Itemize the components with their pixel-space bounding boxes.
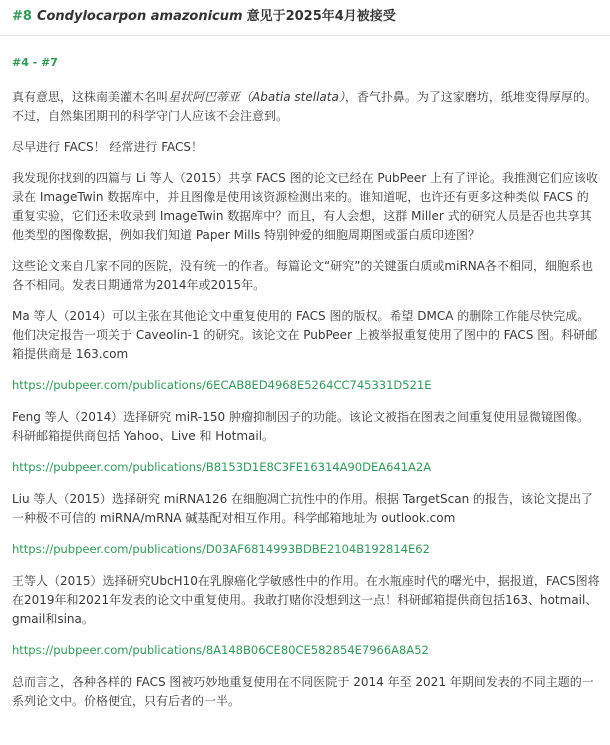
paragraph-imagetwin: 我发现你找到的四篇与 Li 等人（2015）共享 FACS 图的论文已经在 PubPeer 上有了评论。我推测它们应该收录在 ImageTwin 数据库中，并且图像是使用该资源检测出来的。谁知道呢，也许还有更多这种类似 FACS 的重复实验，它们还未收录到 ImageTwin 数据库中？而且，有人会想，这群 Miller 式的研究人员是否也共享其他类型的图像数据，例如我们知道 Paper Mills 特别钟爱的细胞周期图或蛋白质印迹图？ [12, 171, 598, 242]
reference-tag[interactable]: #4 - #7 [12, 56, 58, 69]
comment-title [12, 8, 396, 26]
pubpeer-link-3[interactable]: https://pubpeer.com/publications/D03AF6814993BDBE2104B192814E62 [12, 542, 430, 556]
comment-body [12, 56, 600, 723]
comment-status: 意见于2025年4月被接受 [246, 9, 396, 24]
paragraph-liu-2015: Liu 等人（2015）选择研究 miRNA126 在细胞凋亡抗性中的作用。根据 TargetScan 的报告，该论文提出了一种极不可信的 miRNA/mRNA 碱基配对相互作用。科学邮箱地址为 outlook.com [12, 492, 593, 525]
species-name: Condylocarpon amazonicum [36, 9, 243, 24]
intro-italic-name: 星状阿巴蒂亚（Abatia stellata） [168, 90, 345, 104]
pubpeer-link-4[interactable]: https://pubpeer.com/publications/8A148B06CE80CE582854E7966A8A52 [12, 643, 429, 657]
comment-hash: # [12, 9, 23, 24]
paragraph-summary: 总而言之，各种各样的 FACS 图被巧妙地重复使用在不同医院于 2014 年至 2021 年期间发表的不同主题的一系列论文中。价格便宜，只有后者的一半。 [12, 675, 594, 708]
paragraph-hospitals: 这些论文来自几家不同的医院，没有统一的作者。每篇论文“研究”的关键蛋白质或miRNA各不相同，细胞系也各不相同。发表日期通常为2014年或2015年。 [12, 259, 593, 292]
paragraph-ma-2014: Ma 等人（2014）可以主张在其他论文中重复使用的 FACS 图的版权。希望 DMCA 的删除工作能尽快完成。他们决定报告一项关于 Caveolin-1 的研究。该论文在 PubPeer 上被举报重复使用了图中的 FACS 图。科研邮箱提供商是 163.com [12, 309, 598, 361]
paragraph-feng-2014: Feng 等人（2014）选择研究 miR-150 肿瘤抑制因子的功能。该论文被指在图表之间重复使用显微镜图像。科研邮箱提供商包括 Yahoo、Live 和 Hotmail。 [12, 410, 589, 443]
pubpeer-link-1[interactable]: https://pubpeer.com/publications/6ECAB8ED4968E5264CC745331D521E [12, 378, 432, 392]
comment-header [0, 0, 610, 36]
intro-text-2: ，香气扑鼻。为了这家磨坊，纸堆变得厚厚的。不过，自然集团期刊的科学守门人应该不会注意到。 [12, 90, 597, 123]
paragraph-wang-2015: 王等人（2015）选择研究UbcH10在乳腺癌化学敏感性中的作用。在水瓶座时代的曙光中，据报道，FACS图将在2019年和2021年发表的论文中重复使用。我敢打赌你没想到这一点！科研邮箱提供商包括163、hotmail、gmail和sina。 [12, 574, 600, 626]
intro-text-1: 真有意思，这株南美灌木名叫 [12, 90, 169, 104]
pubpeer-link-2[interactable]: https://pubpeer.com/publications/B8153D1E8C3FE16314A90DEA641A2A [12, 460, 432, 474]
paragraph-facs-slogan: 尽早进行 FACS！ 经常进行 FACS！ [12, 140, 204, 154]
paragraph-intro [12, 88, 600, 126]
comment-number: 8 [22, 9, 32, 24]
